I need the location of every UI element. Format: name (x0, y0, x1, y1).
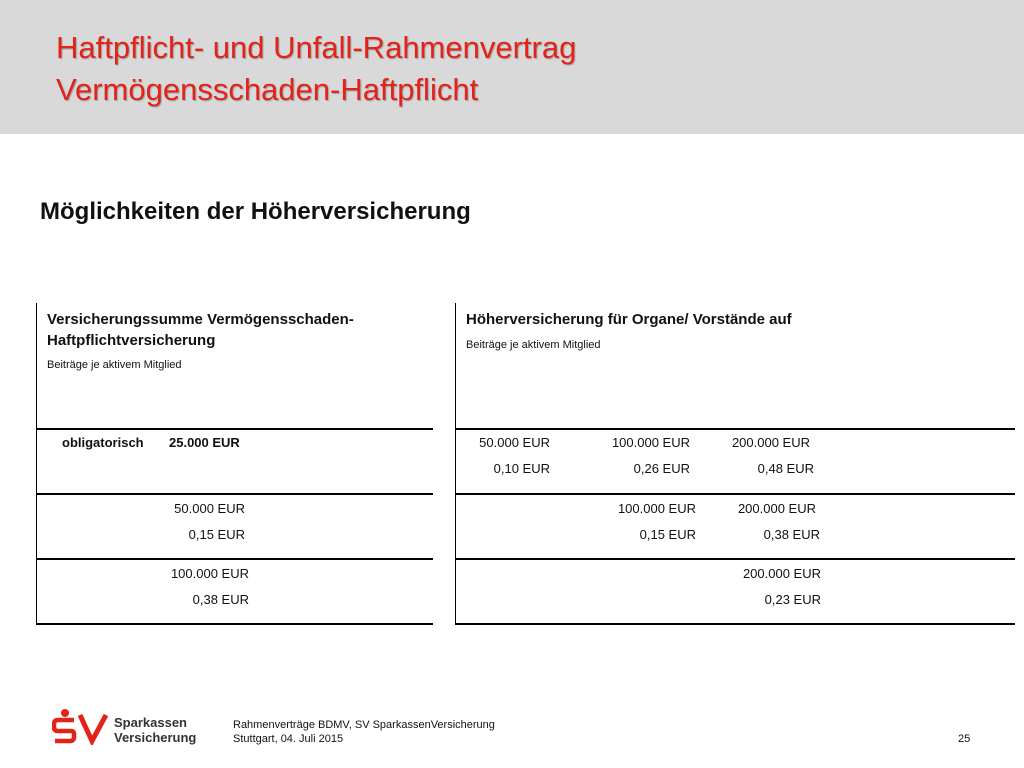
row2-left-sum: 50.000 EUR (174, 501, 245, 516)
row3-left-sum: 100.000 EUR (170, 566, 249, 581)
row1-right-premium-2: 0,26 EUR (633, 461, 690, 476)
row-divider (455, 623, 1015, 625)
row2-right-premium-2: 0,38 EUR (763, 527, 820, 542)
row2-right-sum-1: 100.000 EUR (617, 501, 696, 516)
row-divider (455, 428, 1015, 430)
left-header-title-1: Versicherungssumme Vermögensschaden- (47, 311, 354, 328)
row1-left-sum: 25.000 EUR (169, 435, 240, 450)
row-divider (455, 558, 1015, 560)
title-line-1: Haftpflicht- und Unfall-Rahmenvertrag (56, 30, 577, 65)
row-divider (36, 428, 433, 430)
header-band (0, 0, 1024, 134)
section-subtitle: Möglichkeiten der Höherversicherung (40, 198, 471, 225)
row1-left-label: obligatorisch (62, 435, 144, 450)
logo-text-line-2: Versicherung (114, 730, 197, 745)
row1-right-premium-3: 0,48 EUR (757, 461, 814, 476)
sparkassen-versicherung-logo (52, 706, 222, 748)
row2-right-sum-2: 200.000 EUR (737, 501, 816, 516)
row-divider (36, 558, 433, 560)
right-header-title: Höherversicherung für Organe/ Vorstände auf (466, 311, 792, 328)
row3-right-sum-1: 200.000 EUR (742, 566, 821, 581)
row1-right-premium-1: 0,10 EUR (493, 461, 550, 476)
row2-left-premium: 0,15 EUR (188, 527, 245, 542)
row1-right-sum-1: 50.000 EUR (479, 435, 550, 450)
sparkasse-s-icon (52, 709, 78, 745)
page-number: 25 (958, 733, 971, 745)
row1-right-sum-3: 200.000 EUR (731, 435, 810, 450)
right-header-note: Beiträge je aktivem Mitglied (466, 339, 601, 351)
row3-right-premium-1: 0,23 EUR (764, 592, 821, 607)
title-line-2: Vermögensschaden-Haftpflicht (56, 72, 479, 107)
left-header-note: Beiträge je aktivem Mitglied (47, 359, 182, 371)
row-divider (36, 623, 433, 625)
row-divider (36, 493, 433, 495)
row3-left-premium: 0,38 EUR (192, 592, 249, 607)
sv-chevron-icon (78, 711, 108, 745)
logo-text-line-1: Sparkassen (114, 715, 187, 730)
left-table-border (36, 303, 37, 625)
row2-right-premium-1: 0,15 EUR (639, 527, 696, 542)
row-divider (455, 493, 1015, 495)
footer-info-line-1: Rahmenverträge BDMV, SV SparkassenVersicherung (233, 719, 495, 731)
footer-info-line-2: Stuttgart, 04. Juli 2015 (233, 733, 344, 745)
row1-right-sum-2: 100.000 EUR (611, 435, 690, 450)
left-header-title-2: Haftpflichtversicherung (47, 332, 216, 349)
